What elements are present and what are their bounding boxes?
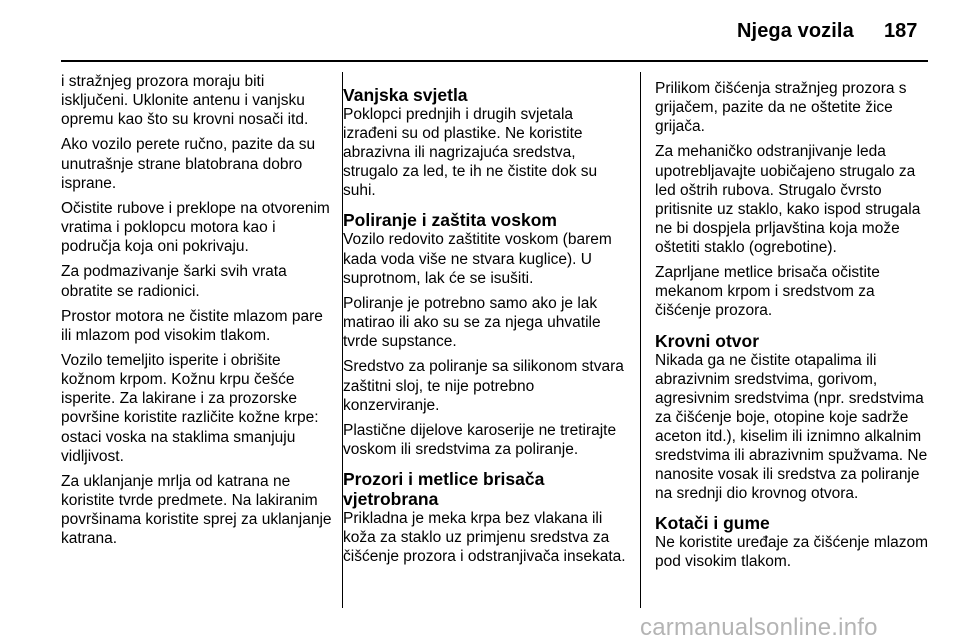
paragraph: Ne koristite uređaje za čišćenje mlazom pod visokim tlakom. [655, 534, 929, 571]
paragraph: Prikladna je meka krpa bez vlakana ili koža za staklo uz primjenu sredstva za čišćenje prozora i odstranjivača insekata. [343, 510, 626, 566]
column-3 [655, 79, 930, 578]
page-header [0, 0, 960, 50]
page-title: Njega vozila [737, 20, 854, 42]
paragraph: Očistite rubove i preklope na otvorenim vratima i poklopcu motora kao i područja koja oni pokrivaju. [61, 199, 330, 256]
section-heading-polishing: Poliranje i zaštita voskom [343, 210, 557, 231]
watermark: carmanualsonline.info [640, 614, 878, 641]
column-divider [640, 72, 641, 608]
section-heading-windows-wipers: Prozori i metlice brisača vjetrobrana [343, 469, 545, 510]
column-1 [61, 72, 333, 554]
paragraph: Za uklanjanje mrlja od katrana ne koristite tvrde predmete. Na lakiranim površinama koristite sprej za uklanjanje katrana. [61, 472, 332, 548]
paragraph: Nikada ga ne čistite otapalima ili abrazivnim sredstvima, gorivom, agresivnim sredstvima (npr. sredstvima za čišćenje boje, otopine koje sadrže aceton itd.), kiselim ili iznimno alkalnim sredstvima ili abrazivnim spužvama. Ne nanosite vosak ili sredstva za poliranje na srednji dio krovnog otvora. [655, 351, 928, 503]
paragraph: Za podmazivanje šarki svih vrata obratite se radionici. [61, 263, 287, 300]
paragraph: Vozilo redovito zaštitite voskom (barem kada voda više ne stvara kuglice). U suprotnom, lak će se isušiti. [343, 231, 612, 287]
page-number: 187 [884, 20, 918, 42]
section-heading-exterior-lights: Vanjska svjetla [343, 85, 468, 105]
paragraph: Prilikom čišćenja stražnjeg prozora s grijačem, pazite da ne oštetite žice grijača. [655, 80, 907, 136]
paragraph: Plastične dijelove karoserije ne tretirajte voskom ili sredstvima za poliranje. [343, 421, 617, 458]
paragraph: i stražnjeg prozora moraju biti isključeni. Uklonite antenu i vanjsku opremu kao što su krovni nosači itd. [61, 73, 309, 129]
paragraph: Poliranje je potrebno samo ako je lak matirao ili ako su se za njega uhvatile tvrde supstance. [343, 294, 601, 351]
paragraph: Sredstvo za poliranje sa silikonom stvara zaštitni sloj, te nije potrebno konzerviranje. [343, 358, 624, 414]
paragraph: Za mehaničko odstranjivanje leda upotrebljavajte uobičajeno strugalo za led oštrih rubova. Strugalo čvrsto pritisnite uz staklo, kako ispod strugala ne bi dospjela prljavština koja može oštetiti staklo (ogrebotine). [655, 143, 921, 256]
paragraph: Prostor motora ne čistite mlazom pare ili mlazom pod visokim tlakom. [61, 307, 323, 344]
paragraph: Ako vozilo perete ručno, pazite da su unutrašnje strane blatobrana dobro isprane. [61, 136, 316, 192]
section-heading-sunroof: Krovni otvor [655, 330, 760, 351]
header-rule [61, 60, 928, 62]
paragraph: Poklopci prednjih i drugih svjetala izrađeni su od plastike. Ne koristite abrazivna ili nagrizajuća sredstva, strugalo za led, te ih ne čistite dok su suhi. [343, 106, 598, 200]
paragraph: Vozilo temeljito isperite i obrišite kožnom krpom. Kožnu krpu češće isperite. Za lakirane i za prozorske površine koristite različite kožne krpe: ostaci voska na staklima smanjuju vidljivost. [61, 352, 319, 465]
column-2 [343, 79, 627, 573]
paragraph: Zaprljane metlice brisača očistite mekanom krpom i sredstvom za čišćenje prozora. [655, 264, 880, 320]
section-heading-wheels-tyres: Kotači i gume [655, 513, 770, 534]
